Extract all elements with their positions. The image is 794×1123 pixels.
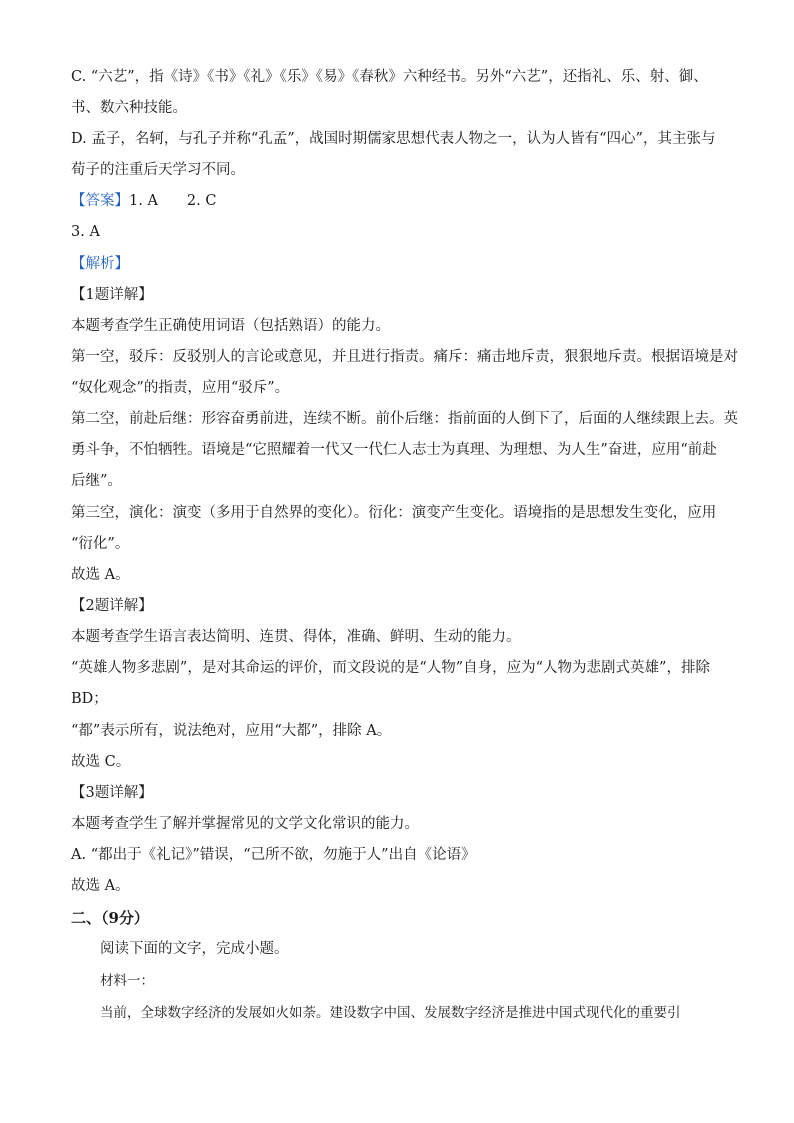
q3-line: A. “都出于《礼记》”错误，“己所不欲，勿施于人”出自《论语》 [71, 847, 476, 863]
q2-line: “都”表示所有，说法绝对，应用“大都”，排除 A。 [71, 723, 392, 739]
q3-heading: 【3题详解】 [71, 785, 153, 801]
q1-line: 第一空，驳斥：反驳别人的言论或意见，并且进行指责。痛斥：痛击地斥责，狠狠地斥责。根据语境是对 [71, 349, 738, 365]
q1-line: “奴化观念”的指责，应用“驳斥”。 [71, 380, 290, 396]
material-text: 当前，全球数字经济的发展如火如荼。建设数字中国、发展数字经济是推进中国式现代化的重要引 [100, 1005, 681, 1021]
q1-line: 本题考查学生正确使用词语（包括熟语）的能力。 [71, 318, 390, 334]
analysis-tag: 【解析】 [71, 256, 129, 272]
q1-heading: 【1题详解】 [71, 287, 153, 303]
q2-line: “英雄人物多悲剧”，是对其命运的评价，而文段说的是“人物”自身，应为“人物为悲剧式英雄”，排除 [71, 660, 710, 676]
q1-line: 后继”。 [71, 473, 122, 489]
option-c-line-1: C. “六艺”，指《诗》《书》《礼》《乐》《易》《春秋》六种经书。另外“六艺”，还指礼、乐、射、御、 [71, 69, 708, 85]
option-d-line-1: D. 孟子，名轲，与孔子并称“孔孟”，战国时期儒家思想代表人物之一，认为人皆有“四心”，其主张与 [71, 131, 716, 147]
q2-heading: 【2题详解】 [71, 598, 153, 614]
q1-line: 第三空，演化：演变（多用于自然界的变化）。衍化：演变产生变化。语境指的是思想发生变化，应用 [71, 505, 717, 521]
q1-line: 勇斗争，不怕牺牲。语境是“它照耀着一代又一代仁人志士为真理、为理想、为人生”奋进，应用“前赴 [71, 442, 717, 458]
q3-line: 故选 A。 [71, 878, 130, 894]
q1-line: 第二空，前赴后继：形容奋勇前进，连续不断。前仆后继：指前面的人倒下了，后面的人继续跟上去。英 [71, 411, 738, 427]
answer-line [71, 191, 216, 211]
q2-line: 本题考查学生语言表达简明、连贯、得体，准确、鲜明、生动的能力。 [71, 629, 521, 645]
answer-text: 1. A 2. C [129, 193, 217, 209]
q2-line: BD； [71, 691, 108, 707]
q3-line: 本题考查学生了解并掌握常见的文学文化常识的能力。 [71, 816, 419, 832]
section-two-heading: 二、（9分） [71, 909, 149, 927]
q2-line: 故选 C。 [71, 754, 131, 770]
reading-instruction: 阅读下面的文字，完成小题。 [100, 941, 289, 957]
option-c-line-2: 书、数六种技能。 [71, 100, 187, 116]
material-label: 材料一： [100, 973, 154, 989]
q1-line: 故选 A。 [71, 567, 130, 583]
answer-3: 3. A [71, 224, 100, 240]
option-d-line-2: 荀子的注重后天学习不同。 [71, 162, 245, 178]
answer-tag: 【答案】 [71, 193, 129, 209]
q1-line: “衍化”。 [71, 536, 130, 552]
